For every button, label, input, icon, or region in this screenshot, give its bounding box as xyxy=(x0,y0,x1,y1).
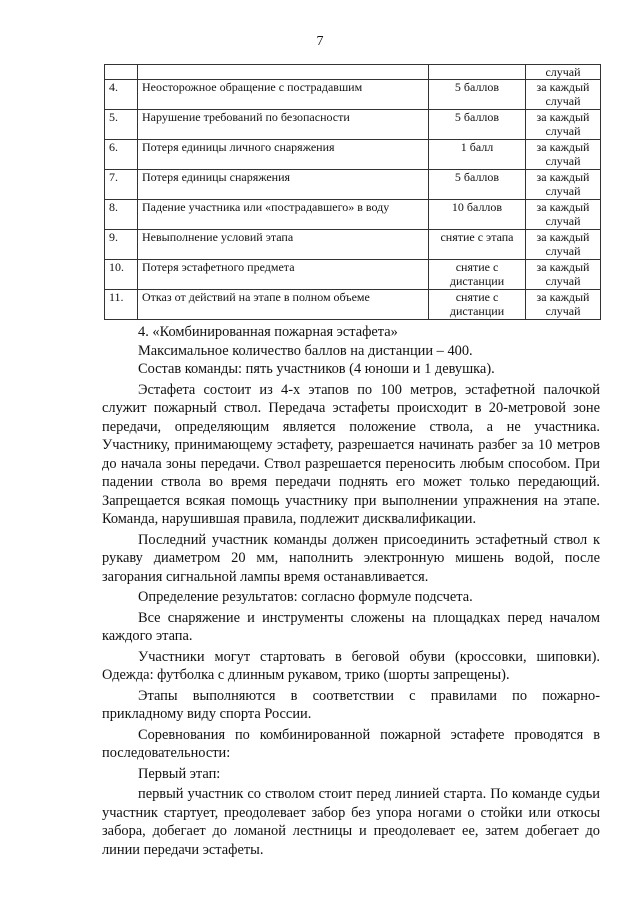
table-row-continued xyxy=(105,65,601,80)
row-points: 1 балл xyxy=(429,140,526,170)
row-unit: за каждый случай xyxy=(526,80,601,110)
table-row xyxy=(105,290,601,320)
row-description: Неосторожное обращение с пострадавшим xyxy=(138,80,429,110)
paragraph: Соревнования по комбинированной пожарной эстафете проводятся в последовательности: xyxy=(102,726,600,761)
table-row xyxy=(105,80,601,110)
row-unit: за каждый случай xyxy=(526,200,601,230)
row-points: снятие с дистанции xyxy=(429,260,526,290)
row-number: 6. xyxy=(105,140,138,170)
row-points: 5 баллов xyxy=(429,170,526,200)
row-description: Потеря единицы личного снаряжения xyxy=(138,140,429,170)
row-number: 4. xyxy=(105,80,138,110)
row-number: 8. xyxy=(105,200,138,230)
row-number: 9. xyxy=(105,230,138,260)
paragraph: Все снаряжение и инструменты сложены на площадках перед началом каждого этапа. xyxy=(102,609,600,644)
paragraph: Этапы выполняются в соответствии с правилами по пожарно-прикладному виду спорта России. xyxy=(102,687,600,722)
table-row xyxy=(105,230,601,260)
row-description: Невыполнение условий этапа xyxy=(138,230,429,260)
row-unit: за каждый случай xyxy=(526,170,601,200)
row-number: 11. xyxy=(105,290,138,320)
paragraph-list xyxy=(102,342,600,860)
paragraph: Первый этап: xyxy=(138,765,221,782)
row-description: Отказ от действий на этапе в полном объеме xyxy=(138,290,429,320)
row-description: Нарушение требований по безопасности xyxy=(138,110,429,140)
table-row xyxy=(105,200,601,230)
row-number: 5. xyxy=(105,110,138,140)
row-unit: за каждый случай xyxy=(526,140,601,170)
paragraph: Эстафета состоит из 4-х этапов по 100 метров, эстафетной палочкой служит пожарный ствол. Передача эстафеты происходит в 20-метровой зоне передачи, определяющим является положение ствола, а не участника. Участнику, принимающему эстафету, разрешается начинать разбег за 10 метров до начала зоны передачи. Ствол разрешается переносить любым способом. При падении ствола во время передачи поднять его может только передающий. Запрещается всякая помощь участнику при выполнении упражнения на этапе. Команда, нарушившая правила, подлежит дисквалификации. xyxy=(102,381,600,527)
paragraph: Максимальное количество баллов на дистанции – 400. xyxy=(138,342,473,359)
section-text xyxy=(102,323,600,859)
row-points: снятие с дистанции xyxy=(429,290,526,320)
row-unit: за каждый случай xyxy=(526,230,601,260)
penalty-table xyxy=(104,64,601,320)
table-row xyxy=(105,170,601,200)
row-number: 7. xyxy=(105,170,138,200)
row-unit: за каждый случай xyxy=(526,290,601,320)
row-points: 5 баллов xyxy=(429,80,526,110)
paragraph: Определение результатов: согласно формуле подсчета. xyxy=(138,589,473,605)
row-points: снятие с этапа xyxy=(429,230,526,260)
paragraph: Участники могут стартовать в беговой обуви (кроссовки, шиповки). Одежда: футболка с длинным рукавом, трико (шорты запрещены). xyxy=(102,648,600,683)
page-number: 7 xyxy=(316,34,324,49)
unit-cell: случай xyxy=(526,65,601,80)
table-row xyxy=(105,260,601,290)
row-unit: за каждый случай xyxy=(526,260,601,290)
table-row xyxy=(105,140,601,170)
table-row xyxy=(105,110,601,140)
paragraph: первый участник со стволом стоит перед линией старта. По команде судьи участник стартует, преодолевает забор без упора ногами о стойки или откосы забора, добегает до ломаной лестницы и преодолевает ее, затем добегает до линии передачи эстафеты. xyxy=(102,786,600,858)
row-description: Потеря единицы снаряжения xyxy=(138,170,429,200)
row-unit: за каждый случай xyxy=(526,110,601,140)
row-description: Падение участника или «пострадавшего» в воду xyxy=(138,200,429,230)
section-heading: 4. «Комбинированная пожарная эстафета» xyxy=(138,324,398,340)
row-description: Потеря эстафетного предмета xyxy=(138,260,429,290)
row-points: 10 баллов xyxy=(429,200,526,230)
paragraph: Последний участник команды должен присоединить эстафетный ствол к рукаву диаметром 20 мм, наполнить электронную мишень водой, после загорания сигнальной лампы время останавливается. xyxy=(102,531,600,585)
row-points: 5 баллов xyxy=(429,110,526,140)
row-number: 10. xyxy=(105,260,138,290)
paragraph: Состав команды: пять участников (4 юноши и 1 девушка). xyxy=(138,361,495,377)
